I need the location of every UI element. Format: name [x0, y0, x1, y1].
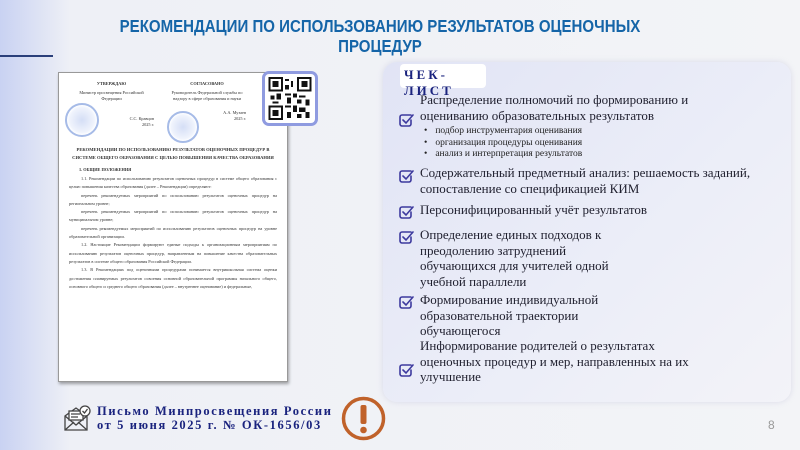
mail-check-icon — [63, 404, 91, 432]
checklist-label: ЧЕК-ЛИСТ — [400, 64, 486, 88]
checklist-item: Распределение полномочий по формированию и оцениванию образовательных результатов • подбор инструментария оценивания • организация процедуры оценивания • анализ и интерпретация результатов — [420, 92, 720, 161]
check-icon — [398, 294, 414, 310]
approve-block: УТВЕРЖДАЮ Министр просвещения Российской Федерации С.С. Кравцов 2025 г. — [79, 81, 154, 127]
doc-paragraph: 1.2. Настоящие Рекомендации формируют единые подходы к организационным мероприятиям по использованию результатов оценочных процедур, направленным на повышение качества образовательных результатов в системе общего образования Российской Федерации. — [69, 242, 277, 264]
source-letter: Письмо Минпросвещения России от 5 июня 2025 г. № ОК-1656/03 — [97, 404, 333, 432]
page-title: РЕКОМЕНДАЦИИ ПО ИСПОЛЬЗОВАНИЮ РЕЗУЛЬТАТОВ ОЦЕНОЧНЫХ ПРОЦЕДУР — [119, 16, 641, 56]
exclamation-icon — [341, 396, 386, 441]
page-number: 8 — [768, 418, 775, 432]
document-preview — [58, 72, 288, 382]
checklist-item: Персонифицированный учёт результатов — [420, 202, 648, 217]
doc-paragraph: перечень рекомендуемых мероприятий по использованию результатов оценочных процедур на муниципальном уровне; — [69, 209, 277, 223]
check-icon — [398, 168, 414, 184]
check-icon — [398, 112, 414, 128]
document-title: РЕКОМЕНДАЦИИ ПО ИСПОЛЬЗОВАНИЮ РЕЗУЛЬТАТОВ ОЦЕНОЧНЫХ ПРОЦЕДУР В СИСТЕМЕ ОБЩЕГО ОБРАЗОВАНИЯ С ЦЕЛЬЮ ПОВЫШЕНИЯ КАЧЕСТВА ОБРАЗОВАНИЯ — [72, 147, 274, 160]
checklist-item: Определение единых подходов к преодолению затруднений обучающихся для учителей одной учебной параллели — [420, 227, 609, 289]
doc-paragraph: 1.1. Рекомендации по использованию результатов оценочных процедур в системе общего образования с целью повышения качества образования (далее – Рекомендации) определяют: — [69, 176, 277, 190]
doc-paragraph: перечень рекомендуемых мероприятий по использованию результатов оценочных процедур на региональном уровне; — [69, 192, 277, 206]
checklist-item: Информирование родителей о результатах оценочных процедур и мер, направленных на их улучшение — [420, 338, 689, 384]
doc-paragraph: перечень рекомендуемых мероприятий по использованию результатов оценочных процедур на уровне образовательной организации. — [69, 225, 277, 240]
agree-block: СОГЛАСОВАНО Руководитель Федеральной службы по надзору в сфере образования и науки А.А. Музаев 2025 г. — [171, 81, 246, 121]
title-rule — [0, 55, 53, 57]
document-section: 1. ОБЩИЕ ПОЛОЖЕНИЯ — [79, 167, 132, 172]
check-icon — [398, 362, 414, 378]
qr-code-icon — [268, 77, 312, 120]
sub-list: • подбор инструментария оценивания • организация процедуры оценивания • анализ и интерпретация результатов — [420, 126, 720, 161]
checklist-item: Формирование индивидуальной образовательной траектории обучающегося — [420, 292, 599, 338]
qr-code[interactable] — [262, 71, 318, 126]
doc-paragraph: 1.3. В Рекомендациях под оценочными процедурами понимается внутришкольная система оценки достижения планируемых результатов освоения основной образовательной программы начального общего, основного общего и среднего общего образования (далее – внутреннее оценивание) и федеральные, — [69, 267, 277, 289]
checklist-item: Содержательный предметный анализ: решаемость заданий, сопоставление со спецификацией КИМ — [420, 165, 751, 196]
check-icon — [398, 229, 414, 245]
check-icon — [398, 204, 414, 220]
